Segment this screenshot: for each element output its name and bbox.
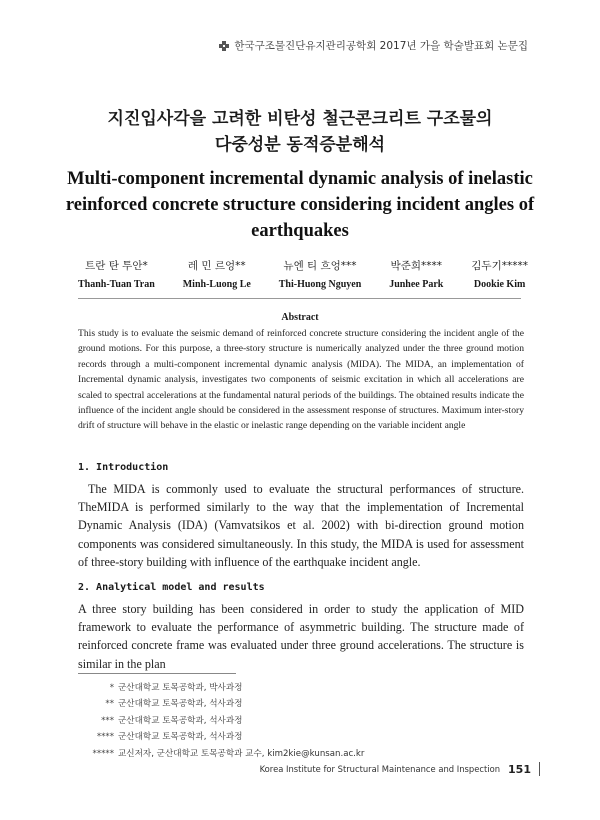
section-heading: 1. Introduction [78,462,169,473]
title-english-line: Multi-component incremental dynamic analysis of inelastic [67,169,533,189]
author-name-korean: 박준희**** [390,260,442,272]
footnote [78,696,418,712]
author-list [78,258,528,293]
title-english [60,166,540,244]
footnote-mark: ** [105,699,114,710]
section-body: The MIDA is commonly used to evaluate the structural performances of structure. TheMIDA is performed similarly to the way that the implementation of Incremental Dynamic Analysis (IDA) (Vamvatsikos et al. 2002) with bi-direction ground motion components was considered simultaneously. In this study, the MIDA is used for assessment of three-story building with influence of the earthquake incident angle. [78,482,524,569]
footnote [78,713,418,729]
footnote [78,746,418,762]
footnote-mark: * [109,683,114,693]
footnote-text: 군산대학교 토목공학과, 석사과정 [118,732,243,743]
author [389,258,443,293]
author [78,258,155,293]
author-name-korean: 트란 탄 투안* [85,260,148,272]
author-name-korean: 뉴엔 티 흐엉*** [283,260,357,272]
abstract-heading: Abstract [281,312,319,323]
footnote-divider [78,673,236,674]
title-english-line: reinforced concrete structure considering incident angles of [65,195,535,215]
footnote [78,729,418,745]
footnote-mark: ***** [92,748,114,759]
title-english-line: earthquakes [251,221,349,241]
author [471,258,528,293]
author-name-korean: 김두기***** [471,260,528,272]
author [183,258,251,293]
author-name-english: Thanh-Tuan Tran [78,279,155,290]
running-header [219,38,528,53]
footer-divider [539,762,540,776]
journal-name: 한국구조물진단유지관리공학회 2017년 가을 학술발표회 논문집 [234,40,528,52]
footnotes [78,680,418,762]
title-korean-line: 다중성분 동적증분해석 [214,135,386,155]
title-korean [0,106,600,158]
author-name-korean: 레 민 르엉** [187,260,246,272]
author-name-english: Minh-Luong Le [182,279,251,290]
author-name-english: Thi-Huong Nguyen [278,279,362,290]
footnote [78,680,418,696]
title-korean-line: 지진입사각을 고려한 비탄성 철근콘크리트 구조물의 [107,109,493,129]
footnote-mark: *** [101,715,114,726]
section-body: A three story building has been considered in order to study the application of MID framework to evaluate the performance of asymmetric building. The structure made of reinforced concrete frame was evaluated under three ground accelerations. The structure is similar in the plan [78,602,524,671]
author [279,258,362,293]
footer-organization: Korea Institute for Structural Maintenance and Inspection [259,764,501,774]
footnote-mark: **** [96,732,114,743]
footnote-text: 군산대학교 토목공학과, 석사과정 [118,699,243,710]
divider [78,298,521,299]
author-name-english: Dookie Kim [473,279,526,290]
footnote-text: 군산대학교 토목공학과, 석사과정 [118,715,243,726]
footnote-text: 군산대학교 토목공학과, 박사과정 [118,683,243,693]
page-number: 151 [508,762,531,776]
author-name-english: Junhee Park [389,279,444,290]
footnote-text: 교신저자, 군산대학교 토목공학과 교수, kim2kie@kunsan.ac.kr [118,748,365,759]
page-footer [260,762,540,776]
journal-logo-icon [219,41,229,51]
abstract-text: This study is to evaluate the seismic demand of reinforced concrete structure considering the incident angle of the ground motions. For this purpose, a three-story structure is numerically analyzed under the three ground motion records through a multi-component incremental dynamic analysis (MIDA). The MIDA, an implementation of Incremental dynamic analysis, investigates two components of seismic excitation in which all accelerations are scaled to spectral accelerations at the fundamental natural periods of the buildings. The obtained results indicate the influence of the incident angle should be considered in the assessment response of structures. Maximum inter-story drift of structure will behave in the elastic or inelastic range depending on the variable incident angle [78,328,524,432]
section-heading: 2. Analytical model and results [78,582,265,593]
